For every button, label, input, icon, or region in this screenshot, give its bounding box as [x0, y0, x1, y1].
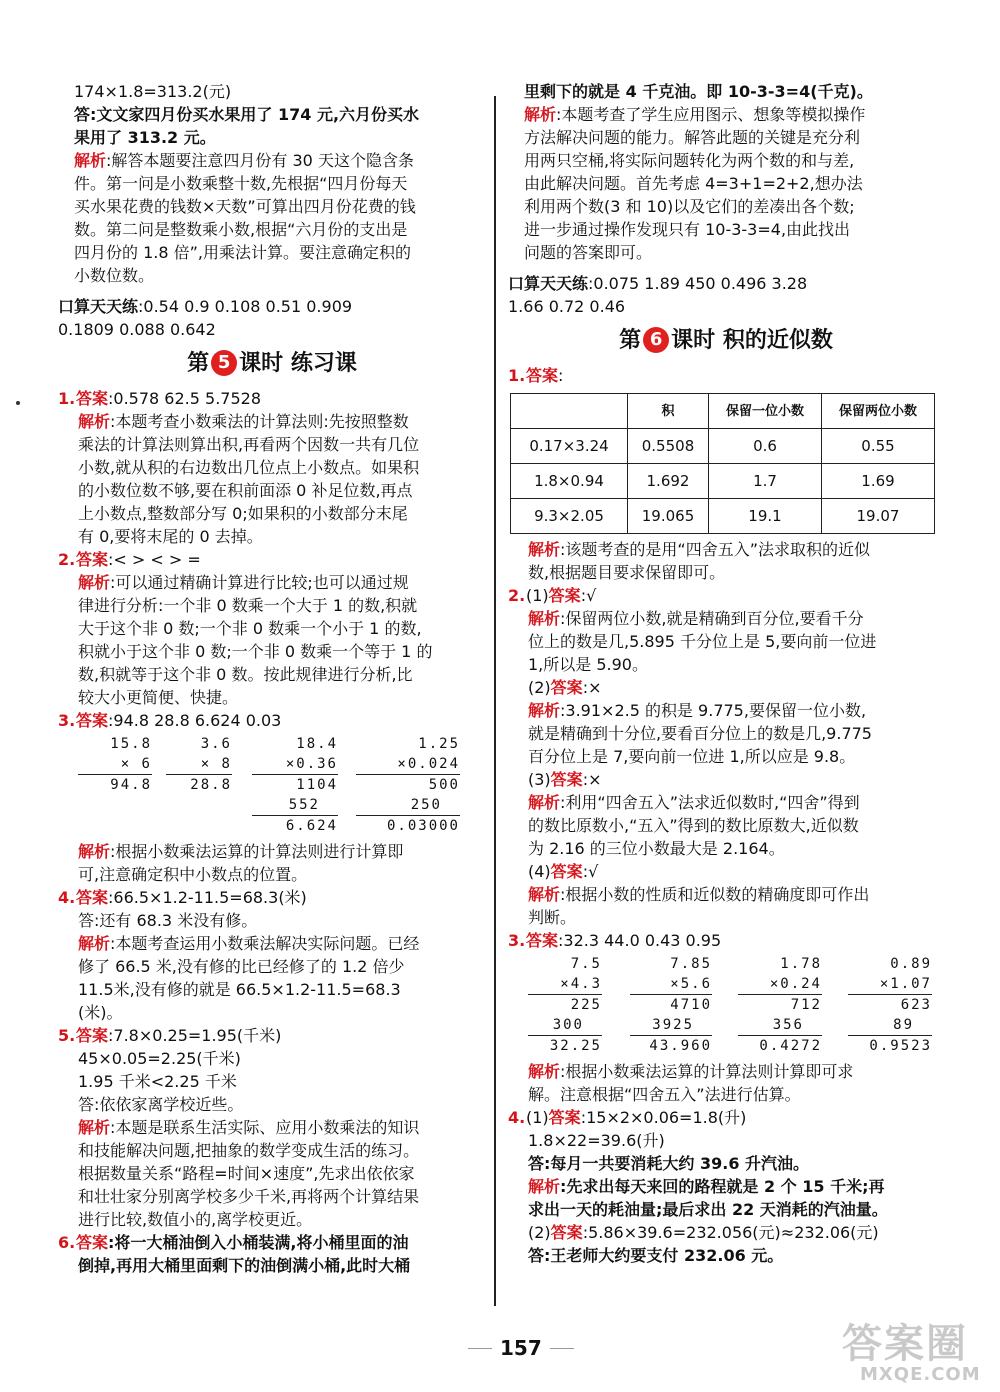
answer-line: 2.答案:< > < > = [58, 550, 201, 569]
analysis-label: 解析 [74, 151, 107, 170]
text-line: 买水果花费的钱数×天数”可算出四月份花费的钱 [74, 197, 416, 216]
text-line: 1.95 千米<2.25 千米 [78, 1072, 237, 1091]
table-cell: 1.8×0.94 [511, 464, 628, 499]
table-header-row [511, 394, 935, 429]
table-cell: 0.5508 [628, 429, 709, 464]
analysis-line: 解析:本题是联系生活实际、应用小数乘法的知识 [78, 1118, 420, 1137]
analysis-line: 解析:3.91×2.5 的积是 9.775,要保留一位小数, [528, 701, 867, 720]
answer-label: 答案 [76, 389, 109, 408]
text-line: 较大小更简便、快捷。 [78, 688, 239, 707]
analysis-line: 解析:该题考查的是用“四舍五入”法求取积的近似 [528, 540, 870, 559]
text-line: (米)。 [78, 1003, 123, 1022]
vertical-calculations [508, 954, 944, 1056]
table-cell: 19.065 [628, 499, 709, 534]
text-line: 方法解决问题的能力。解答此题的关键是充分利 [524, 128, 861, 147]
text-line: 数。第二问是整数乘小数,根据“六月份的支出是 [74, 220, 408, 239]
table-cell: 0.17×3.24 [511, 429, 628, 464]
calc-block: 7.85 ×5.6 4710 3925 43.960 [630, 954, 712, 1056]
text-line: 0.1809 0.088 0.642 [58, 320, 216, 339]
text-line: 和壮壮家分别离学校多少千米,再将两个计算结果 [78, 1187, 420, 1206]
text-line: 174×1.8=313.2(元) [74, 82, 232, 101]
table-cell: 0.55 [822, 429, 935, 464]
text-line: 上小数点,整数部分写 0;如果积的小数部分末尾 [78, 504, 408, 523]
text-line: 根据数量关系“路程=时间×速度”,先求出依依家 [78, 1164, 415, 1183]
text-line: 果用了 313.2 元。 [74, 128, 216, 147]
answer-line: 1.答案: [508, 366, 564, 385]
table-cell [511, 394, 628, 429]
left-column [58, 80, 486, 1277]
text-line: 倒掉,再用大桶里面剩下的油倒满小桶,此时大桶 [78, 1256, 411, 1275]
text-line: 四月份的 1.8 倍”,用乘法计算。要注意确定积的 [74, 243, 411, 262]
text-line: 用两只空桶,将实际问题转化为两个数的和与差, [524, 151, 855, 170]
lesson-number-badge: 6 [643, 327, 669, 353]
text-line: 由此解决问题。首先考虑 4=3+1=2+2,想办法 [524, 174, 863, 193]
text-line: 1.66 0.72 0.46 [508, 297, 626, 316]
text-line: 积就小于这个非 0 数;一个非 0 数乘一个等于 1 的 [78, 642, 433, 661]
table-cell: 19.1 [709, 499, 822, 534]
table-cell: 积 [628, 394, 709, 429]
answer-line: (2)答案:5.86×39.6=232.056(元)≈232.06(元) [528, 1223, 879, 1242]
calc-block: 0.89 ×1.07 623 89 0.9523 [848, 954, 932, 1056]
text-line: 小数位数。 [74, 266, 155, 285]
kousuan-line: 口算天天练:0.075 1.89 450 0.496 3.28 [508, 274, 808, 293]
answer-line: (3)答案:× [528, 770, 602, 789]
text-line: 11.5米,没有修的就是 66.5×1.2-11.5=68.3 [78, 980, 401, 999]
analysis-line: 解析:根据小数乘法运算的计算法则进行计算即 [78, 842, 404, 861]
text-line: 解。注意根据“四舍五入”法进行估算。 [528, 1085, 801, 1104]
text-line: 的数比原数小,“五入”得到的数比原数大,近似数 [528, 816, 859, 835]
answer-line: (2)答案:× [528, 678, 602, 697]
analysis-line: 解析:本题考查了学生应用图示、想象等模拟操作 [524, 105, 866, 124]
answer-line: 3.答案:94.8 28.8 6.624 0.03 [58, 711, 282, 730]
text-line: 1,所以是 5.90。 [528, 655, 648, 674]
answer-line: 2.(1)答案:√ [508, 586, 597, 605]
text-line: 乘法的计算法则算出积,再看两个因数一共有几位 [78, 435, 420, 454]
answer-line: (4)答案:√ [528, 862, 599, 881]
text-line: 里剩下的就是 4 千克油。即 10-3-3=4(千克)。 [524, 82, 873, 101]
answer-line: 4.(1)答案:15×2×0.06=1.8(升) [508, 1108, 747, 1127]
calc-block: 1.25 ×0.024 500 250 0.03000 [356, 734, 460, 836]
text-line: 问题的答案即可。 [524, 243, 653, 262]
text-line: 答:王老师大约要支付 232.06 元。 [528, 1246, 784, 1265]
text-line: 求出一天的耗油量;最后求出 22 天消耗的汽油量。 [528, 1200, 888, 1219]
text-line: 律进行分析:一个非 0 数乘一个大于 1 的数,积就 [78, 596, 418, 615]
vertical-calculations [58, 734, 486, 836]
table-row [511, 464, 935, 499]
calc-block: 1.78 ×0.24 712 356 0.4272 [738, 954, 822, 1056]
answer-line: 5.答案:7.8×0.25=1.95(千米) [58, 1026, 282, 1045]
kousuan-label: 口算天天练 [58, 297, 139, 316]
analysis-line: 解析:本题考查运用小数乘法解决实际问题。已经 [78, 934, 420, 953]
text-line: 利用两个数(3 和 10)以及它们的差凑出各个数; [524, 197, 855, 216]
text-line: 答:依依家离学校近些。 [78, 1095, 244, 1114]
answer-line: 1.答案:0.578 62.5 5.7528 [58, 389, 261, 408]
analysis-line: 解析:本题考查小数乘法的计算法则:先按照整数 [78, 412, 409, 431]
text-line: 和技能解决问题,把抽象的数学变成生活的练习。 [78, 1141, 420, 1160]
analysis-line: 解析:利用“四舍五入”法求近似数时,“四舍”得到 [528, 793, 860, 812]
table-cell: 1.69 [822, 464, 935, 499]
text-line: 数,积就等于这个非 0 数。按此规律进行分析,比 [78, 665, 413, 684]
table-row [511, 499, 935, 534]
text-line: 进行比较,数值小的,离学校更近。 [78, 1210, 313, 1229]
text-line: 件。第一问是小数乘整十数,先根据“四月份每天 [74, 174, 408, 193]
analysis-line: 解析:根据小数的性质和近似数的精确度即可作出 [528, 885, 870, 904]
text-line: 可,注意确定积中小数点的位置。 [78, 865, 308, 884]
answer-line: 6.答案:将一大桶油倒入小桶装满,将小桶里面的油 [58, 1233, 409, 1252]
kousuan-line: 口算天天练:0.54 0.9 0.108 0.51 0.909 [58, 297, 353, 316]
answer-line: 3.答案:32.3 44.0 0.43 0.95 [508, 931, 722, 950]
analysis-line: 解析:先求出每天来回的路程就是 2 个 15 千米;再 [528, 1177, 885, 1196]
text-line: 答:还有 68.3 米没有修。 [78, 911, 258, 930]
table-cell: 0.6 [709, 429, 822, 464]
text-line: 数,根据题目要求保留即可。 [528, 563, 726, 582]
column-divider [494, 96, 496, 1306]
watermark-url: MXQE.COM [860, 1364, 981, 1385]
text-line: 小数,就从积的右边数出几位点上小数点。如果积 [78, 458, 420, 477]
text-line: 答:每月一共要消耗大约 39.6 升汽油。 [528, 1154, 810, 1173]
text-line: 判断。 [528, 908, 577, 927]
analysis-line: 解析:解答本题要注意四月份有 30 天这个隐含条 [74, 151, 414, 170]
text-line: 答:文文家四月份买水果用了 174 元,六月份买水 [74, 105, 420, 124]
table-cell: 保留两位小数 [822, 394, 935, 429]
lesson-number-badge: 5 [211, 350, 237, 376]
text-line: 45×0.05=2.25(千米) [78, 1049, 241, 1068]
right-column [508, 80, 944, 1267]
text-line: 有 0,要将末尾的 0 去掉。 [78, 527, 263, 546]
watermark-text: 答案圈 [842, 1321, 968, 1367]
text-line: 位上的数是几,5.895 千分位上是 5,要向前一位进 [528, 632, 877, 651]
table-cell: 1.692 [628, 464, 709, 499]
analysis-line: 解析:保留两位小数,就是精确到百分位,要看千分 [528, 609, 864, 628]
table-row [511, 429, 935, 464]
text-line: 1.8×22=39.6(升) [528, 1131, 665, 1150]
table-cell: 19.07 [822, 499, 935, 534]
calc-block: 18.4 ×0.36 1104 552 6.624 [252, 734, 338, 836]
text-line: 大于这个非 0 数;一个非 0 数乘一个小于 1 的数, [78, 619, 422, 638]
approximation-table [510, 393, 935, 534]
text-line: 进一步通过操作发现只有 10-3-3=4,由此找出 [524, 220, 851, 239]
analysis-line: 解析:可以通过精确计算进行比较;也可以通过规 [78, 573, 409, 592]
text-line: 百分位上是 7,要向前一位进 1,所以应是 9.8。 [528, 747, 856, 766]
calc-block: 3.6 × 8 28.8 [166, 734, 232, 836]
text-line: 为 2.16 的三位小数最大是 2.164。 [528, 839, 785, 858]
watermark-logo [836, 1308, 986, 1388]
table-cell: 保留一位小数 [709, 394, 822, 429]
text-line: 修了 66.5 米,没有修的比已经修了的 1.2 倍少 [78, 957, 405, 976]
lesson-title-6: 第 6 课时 积的近似数 [619, 328, 833, 353]
text-line: 的小数位数不够,要在积前面添 0 补足位数,再点 [78, 481, 413, 500]
calc-block: 7.5 ×4.3 225 300 32.25 [528, 954, 602, 1056]
table-cell: 1.7 [709, 464, 822, 499]
analysis-line: 解析:根据小数乘法运算的计算法则计算即可求 [528, 1062, 854, 1081]
text-line: 就是精确到十分位,要看百分位上的数是几,9.775 [528, 724, 872, 743]
stray-dot [16, 401, 20, 405]
answer-line: 4.答案:66.5×1.2-11.5=68.3(米) [58, 888, 307, 907]
lesson-title-5: 第 5 课时 练习课 [187, 351, 357, 376]
table-cell: 9.3×2.05 [511, 499, 628, 534]
page-number: 157 [460, 1336, 582, 1360]
calc-block: 15.8 × 6 94.8 [78, 734, 152, 836]
